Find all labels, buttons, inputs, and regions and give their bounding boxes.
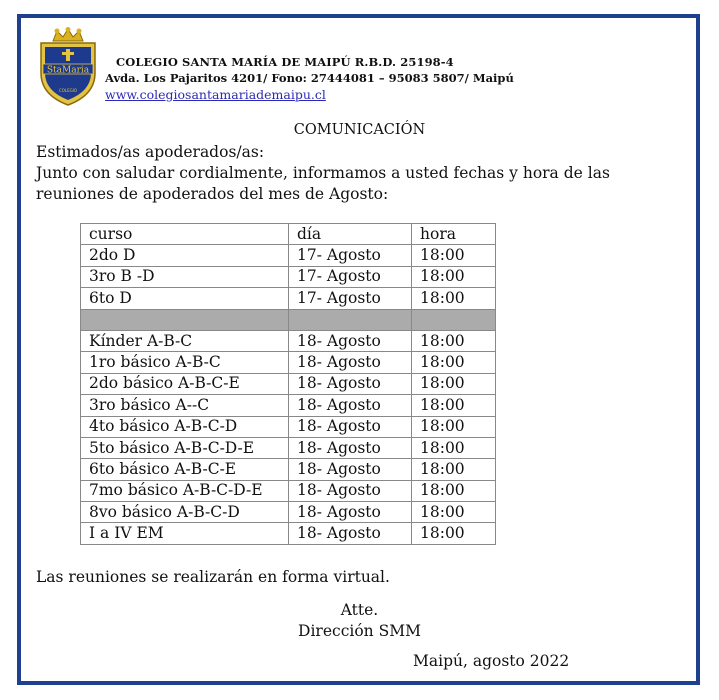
place-date: Maipú, agosto 2022 [413,652,570,670]
header-dia: día [289,224,412,245]
cell-dia: 17- Agosto [289,266,412,287]
cell-dia: 18- Agosto [289,395,412,416]
letter-title: COMUNICACIÓN [293,122,426,138]
table-row [81,502,496,523]
cell-hora: 18:00 [412,245,496,266]
school-address: Avda. Los Pajaritos 4201/ Fono: 27444081 – 95083 5807/ Maipú [105,71,514,85]
greeting: Estimados/as apoderados/as: [36,143,265,161]
signature: Dirección SMM [298,622,421,640]
cell-curso: 8vo básico A-B-C-D [81,502,289,523]
table-row [81,352,496,373]
cell-hora: 18:00 [412,330,496,351]
cell-dia: 18- Agosto [289,330,412,351]
cell-hora: 18:00 [412,459,496,480]
cell-hora: 18:00 [412,437,496,458]
cell-curso: 6to básico A-B-C-E [81,459,289,480]
cell-curso: 1ro básico A-B-C [81,352,289,373]
cell-hora: 18:00 [412,373,496,394]
cell-hora [412,309,496,330]
table-row [81,288,496,309]
cell-curso: I a IV EM [81,523,289,544]
cell-dia: 18- Agosto [289,459,412,480]
cell-dia: 18- Agosto [289,352,412,373]
table-row [81,373,496,394]
table-header-row [81,224,496,245]
cell-curso: Kínder A-B-C [81,330,289,351]
cell-dia: 17- Agosto [289,288,412,309]
schedule-table [80,223,496,545]
table-row [81,416,496,437]
cell-curso: 2do básico A-B-C-E [81,373,289,394]
cell-hora: 18:00 [412,416,496,437]
virtual-note: Las reuniones se realizarán en forma virtual. [36,568,390,586]
cell-dia: 18- Agosto [289,437,412,458]
table-row [81,245,496,266]
cell-hora: 18:00 [412,480,496,501]
table-row [81,459,496,480]
cell-dia: 18- Agosto [289,480,412,501]
closing: Atte. [340,601,379,619]
header-hora: hora [412,224,496,245]
cell-dia [289,309,412,330]
cell-curso: 7mo básico A-B-C-D-E [81,480,289,501]
cell-dia: 18- Agosto [289,416,412,437]
cell-curso: 4to básico A-B-C-D [81,416,289,437]
cell-curso: 2do D [81,245,289,266]
svg-text:COLEGIO: COLEGIO [58,88,78,93]
cell-hora: 18:00 [412,395,496,416]
cell-curso: 3ro B -D [81,266,289,287]
cell-hora: 18:00 [412,288,496,309]
cell-curso: 6to D [81,288,289,309]
cell-hora: 18:00 [412,502,496,523]
header-curso: curso [81,224,289,245]
school-crest-icon [35,27,101,107]
table-row [81,480,496,501]
cell-dia: 18- Agosto [289,502,412,523]
table-row [81,266,496,287]
cell-curso: 3ro básico A--C [81,395,289,416]
cell-curso: 5to básico A-B-C-D-E [81,437,289,458]
cell-dia: 17- Agosto [289,245,412,266]
cell-hora: 18:00 [412,352,496,373]
school-website-link[interactable]: www.colegiosantamariademaipu.cl [105,87,326,102]
table-row [81,330,496,351]
table-row [81,395,496,416]
svg-text:StaMaria: StaMaria [46,65,90,76]
cell-hora: 18:00 [412,266,496,287]
cell-dia: 18- Agosto [289,373,412,394]
table-row [81,437,496,458]
school-name: COLEGIO SANTA MARÍA DE MAIPÚ R.B.D. 25198-4 [116,55,454,69]
table-row [81,523,496,544]
cell-hora: 18:00 [412,523,496,544]
table-row [81,309,496,330]
intro-paragraph: Junto con saludar cordialmente, informamos a usted fechas y hora de las reuniones de apoderados del mes de Agosto: [36,164,610,203]
cell-curso [81,309,289,330]
cell-dia: 18- Agosto [289,523,412,544]
